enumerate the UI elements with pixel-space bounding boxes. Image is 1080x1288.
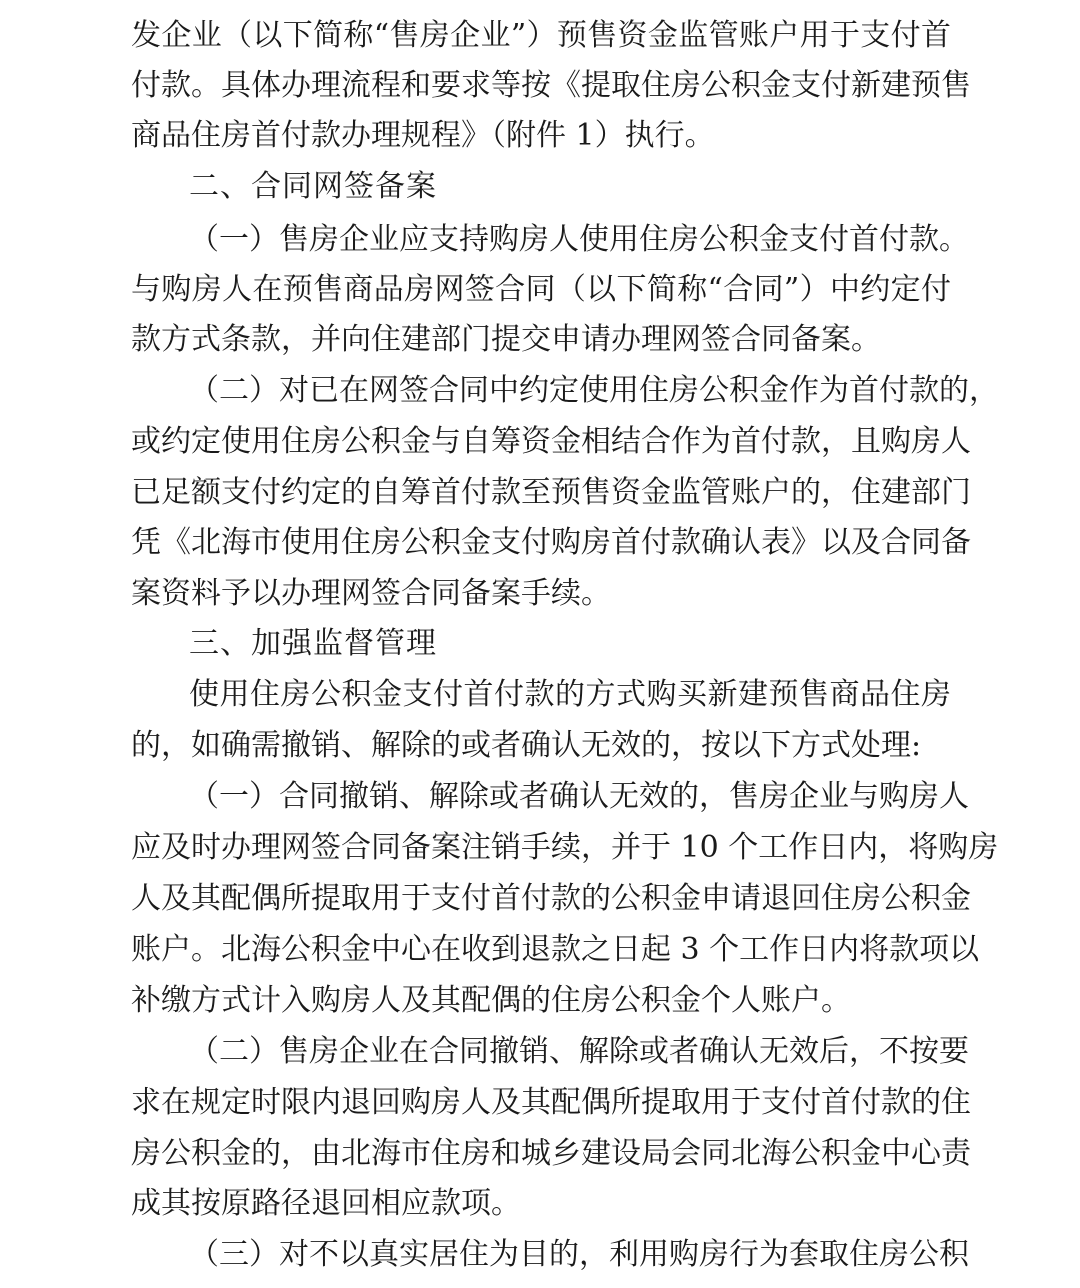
section-heading: 三、加强监督管理 bbox=[189, 626, 437, 661]
paragraph-line: 与购房人在预售商品房网签合同（以下简称“合同”）中约定付 bbox=[131, 272, 951, 307]
paragraph-line: （二）对已在网签合同中约定使用住房公积金作为首付款的， bbox=[189, 373, 999, 408]
paragraph-line: 商品住房首付款办理规程》（附件 1）执行。 bbox=[131, 118, 715, 153]
paragraph-line: 成其按原路径退回相应款项。 bbox=[131, 1186, 521, 1221]
paragraph-line: 求在规定时限内退回购房人及其配偶所提取用于支付首付款的住 bbox=[131, 1085, 971, 1120]
paragraph-line: 款方式条款，并向住建部门提交申请办理网签合同备案。 bbox=[131, 322, 881, 357]
paragraph-line: （二）售房企业在合同撤销、解除或者确认无效后，不按要 bbox=[189, 1034, 969, 1069]
paragraph-line: 案资料予以办理网签合同备案手续。 bbox=[131, 576, 611, 611]
paragraph-line: 的，如确需撤销、解除的或者确认无效的，按以下方式处理: bbox=[131, 728, 922, 763]
paragraph-line: （一）合同撤销、解除或者确认无效的，售房企业与购房人 bbox=[189, 779, 969, 814]
paragraph-line: 应及时办理网签合同备案注销手续，并于 10 个工作日内，将购房 bbox=[131, 830, 999, 865]
paragraph-line: 已足额支付约定的自筹首付款至预售资金监管账户的，住建部门 bbox=[131, 475, 971, 510]
paragraph-line: （三）对不以真实居住为目的，利用购房行为套取住房公积 bbox=[189, 1237, 969, 1272]
paragraph-line: 房公积金的，由北海市住房和城乡建设局会同北海公积金中心责 bbox=[131, 1136, 971, 1171]
paragraph-line: 账户。北海公积金中心在收到退款之日起 3 个工作日内将款项以 bbox=[131, 932, 980, 967]
paragraph-line: 补缴方式计入购房人及其配偶的住房公积金个人账户。 bbox=[131, 983, 851, 1018]
paragraph-line: 人及其配偶所提取用于支付首付款的公积金申请退回住房公积金 bbox=[131, 881, 971, 916]
paragraph-line: 付款。具体办理流程和要求等按《提取住房公积金支付新建预售 bbox=[131, 68, 971, 103]
paragraph-line: 凭《北海市使用住房公积金支付购房首付款确认表》以及合同备 bbox=[131, 525, 971, 560]
paragraph-line: （一）售房企业应支持购房人使用住房公积金支付首付款。 bbox=[189, 222, 969, 257]
paragraph-line: 发企业（以下简称“售房企业”）预售资金监管账户用于支付首 bbox=[131, 18, 951, 53]
paragraph-line: 使用住房公积金支付首付款的方式购买新建预售商品住房 bbox=[189, 677, 951, 712]
paragraph-line: 或约定使用住房公积金与自筹资金相结合作为首付款，且购房人 bbox=[131, 424, 971, 459]
section-heading: 二、合同网签备案 bbox=[189, 169, 437, 204]
